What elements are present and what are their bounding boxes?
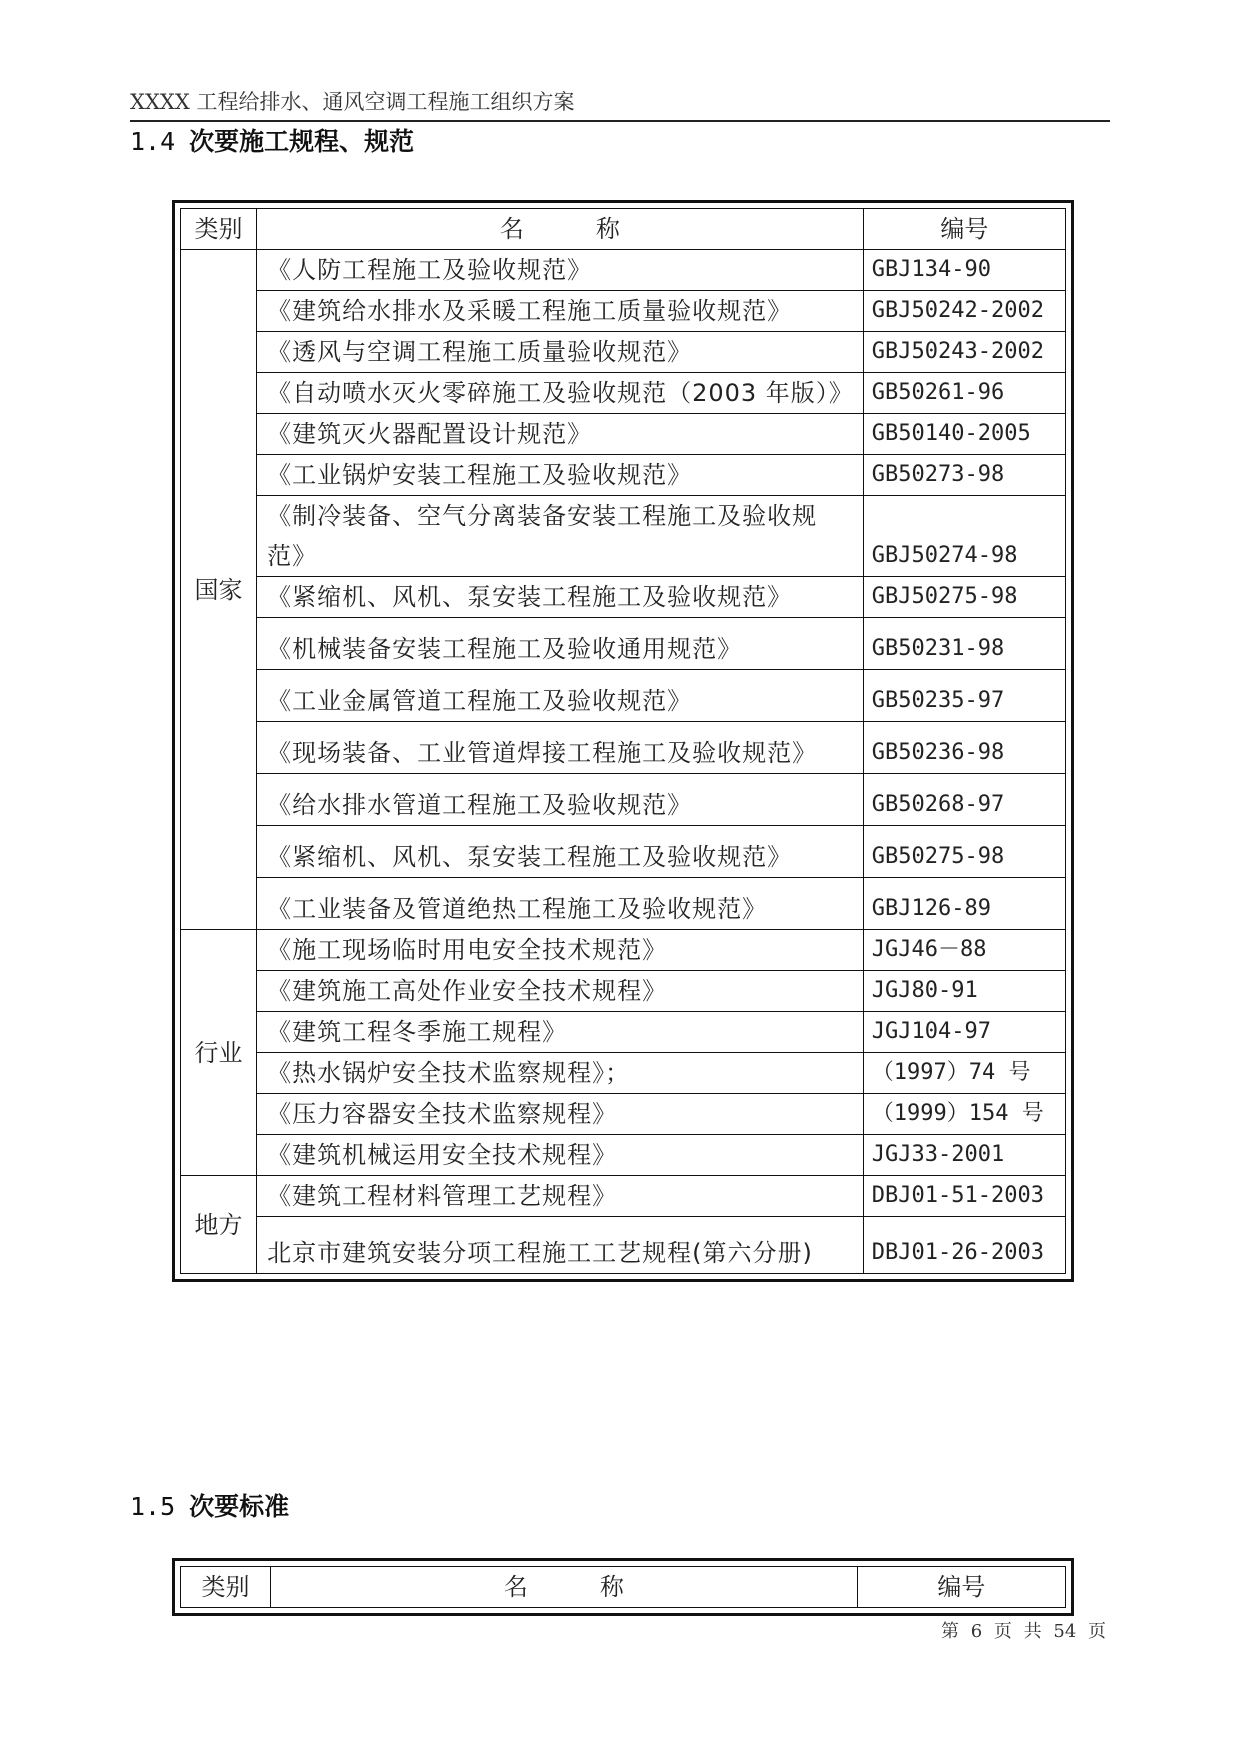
regulation-name: 《工业金属管道工程施工及验收规范》 bbox=[257, 670, 864, 722]
regulations-table bbox=[180, 208, 1066, 1274]
table-row bbox=[181, 496, 1066, 577]
regulation-code: GB50231-98 bbox=[863, 618, 1065, 670]
regulation-code: GB50235-97 bbox=[863, 670, 1065, 722]
standards-table bbox=[180, 1566, 1066, 1608]
table-row bbox=[181, 1053, 1066, 1094]
regulation-code: JGJ33-2001 bbox=[863, 1135, 1065, 1176]
regulation-name: 《建筑灭火器配置设计规范》 bbox=[257, 414, 864, 455]
header-category: 类别 bbox=[181, 209, 257, 250]
table-row bbox=[181, 722, 1066, 774]
section-heading-1-5 bbox=[130, 1487, 289, 1523]
regulation-name: 《紧缩机、风机、泵安装工程施工及验收规范》 bbox=[257, 577, 864, 618]
regulation-code: DBJ01-26-2003 bbox=[863, 1217, 1065, 1274]
table-row bbox=[181, 1094, 1066, 1135]
page-header bbox=[130, 88, 1110, 122]
regulation-code: GB50273-98 bbox=[863, 455, 1065, 496]
document-title: XXXX 工程给排水、通风空调工程施工组织方案 bbox=[130, 90, 575, 114]
table-row bbox=[181, 291, 1066, 332]
regulation-name: 《建筑施工高处作业安全技术规程》 bbox=[257, 971, 864, 1012]
regulation-name: 《透风与空调工程施工质量验收规范》 bbox=[257, 332, 864, 373]
header-code: 编号 bbox=[863, 209, 1065, 250]
standards-table-frame-2 bbox=[172, 1558, 1074, 1616]
regulation-code: GBJ50275-98 bbox=[863, 577, 1065, 618]
regulation-code: GB50140-2005 bbox=[863, 414, 1065, 455]
regulation-name: 《热水锅炉安全技术监察规程》； bbox=[257, 1053, 864, 1094]
table-body bbox=[181, 250, 1066, 1274]
table-row bbox=[181, 930, 1066, 971]
regulation-name: 《给水排水管道工程施工及验收规范》 bbox=[257, 774, 864, 826]
category-cell: 国家 bbox=[181, 250, 257, 930]
regulation-name: 《建筑给水排水及采暖工程施工质量验收规范》 bbox=[257, 291, 864, 332]
regulation-code: GBJ50242-2002 bbox=[863, 291, 1065, 332]
table-row bbox=[181, 1012, 1066, 1053]
header-code: 编号 bbox=[857, 1567, 1065, 1608]
header-category: 类别 bbox=[181, 1567, 271, 1608]
regulation-code: （1997）74 号 bbox=[863, 1053, 1065, 1094]
regulation-name: 《建筑工程材料管理工艺规程》 bbox=[257, 1176, 864, 1217]
regulation-name: 《工业装备及管道绝热工程施工及验收规范》 bbox=[257, 878, 864, 930]
table-row bbox=[181, 1217, 1066, 1274]
standards-table-frame bbox=[172, 200, 1074, 1282]
regulation-code: GB50275-98 bbox=[863, 826, 1065, 878]
regulation-name: 《工业锅炉安装工程施工及验收规范》 bbox=[257, 455, 864, 496]
regulation-code: GBJ134-90 bbox=[863, 250, 1065, 291]
regulation-name: 《现场装备、工业管道焊接工程施工及验收规范》 bbox=[257, 722, 864, 774]
regulation-name: 《人防工程施工及验收规范》 bbox=[257, 250, 864, 291]
regulation-name: 《机械装备安装工程施工及验收通用规范》 bbox=[257, 618, 864, 670]
table-row bbox=[181, 414, 1066, 455]
section-number: 1.4 bbox=[130, 127, 176, 156]
table-row bbox=[181, 1135, 1066, 1176]
table-row bbox=[181, 878, 1066, 930]
table-header-row bbox=[181, 1567, 1066, 1608]
section-title-text: 次要标准 bbox=[189, 1492, 290, 1521]
table-row bbox=[181, 826, 1066, 878]
page-number: 第 6 页 共 54 页 bbox=[941, 1621, 1106, 1642]
regulation-code: GBJ50274-98 bbox=[863, 496, 1065, 577]
header-name: 名 称 bbox=[257, 209, 864, 250]
regulation-code: GBJ126-89 bbox=[863, 878, 1065, 930]
section-number: 1.5 bbox=[130, 1492, 176, 1521]
regulation-code: （1999）154 号 bbox=[863, 1094, 1065, 1135]
table-row bbox=[181, 1176, 1066, 1217]
regulation-name: 《建筑机械运用安全技术规程》 bbox=[257, 1135, 864, 1176]
section-title-text: 次要施工规程、规范 bbox=[189, 127, 415, 156]
table-row bbox=[181, 774, 1066, 826]
regulation-name: 《自动喷水灭火零碎施工及验收规范（2003 年版）》 bbox=[257, 373, 864, 414]
regulation-name: 《紧缩机、风机、泵安装工程施工及验收规范》 bbox=[257, 826, 864, 878]
table-row bbox=[181, 971, 1066, 1012]
table-header-row bbox=[181, 209, 1066, 250]
regulation-name: 《压力容器安全技术监察规程》 bbox=[257, 1094, 864, 1135]
section-heading-1-4 bbox=[130, 122, 414, 158]
regulation-code: GB50268-97 bbox=[863, 774, 1065, 826]
regulation-code: JGJ104-97 bbox=[863, 1012, 1065, 1053]
table-row bbox=[181, 373, 1066, 414]
table-row bbox=[181, 455, 1066, 496]
regulation-name: 《制冷装备、空气分离装备安装工程施工及验收规范》 bbox=[257, 496, 864, 577]
regulation-code: JGJ80-91 bbox=[863, 971, 1065, 1012]
regulation-name: 北京市建筑安装分项工程施工工艺规程(第六分册) bbox=[257, 1217, 864, 1274]
table-row bbox=[181, 250, 1066, 291]
regulation-code: GBJ50243-2002 bbox=[863, 332, 1065, 373]
table-row bbox=[181, 670, 1066, 722]
regulation-name: 《建筑工程冬季施工规程》 bbox=[257, 1012, 864, 1053]
table-row bbox=[181, 332, 1066, 373]
category-cell: 行业 bbox=[181, 930, 257, 1176]
regulation-code: DBJ01-51-2003 bbox=[863, 1176, 1065, 1217]
regulation-code: JGJ46－88 bbox=[863, 930, 1065, 971]
regulation-code: GB50236-98 bbox=[863, 722, 1065, 774]
table-row bbox=[181, 577, 1066, 618]
category-cell: 地方 bbox=[181, 1176, 257, 1274]
header-name: 名 称 bbox=[271, 1567, 858, 1608]
table-row bbox=[181, 618, 1066, 670]
regulation-code: GB50261-96 bbox=[863, 373, 1065, 414]
regulation-name: 《施工现场临时用电安全技术规范》 bbox=[257, 930, 864, 971]
